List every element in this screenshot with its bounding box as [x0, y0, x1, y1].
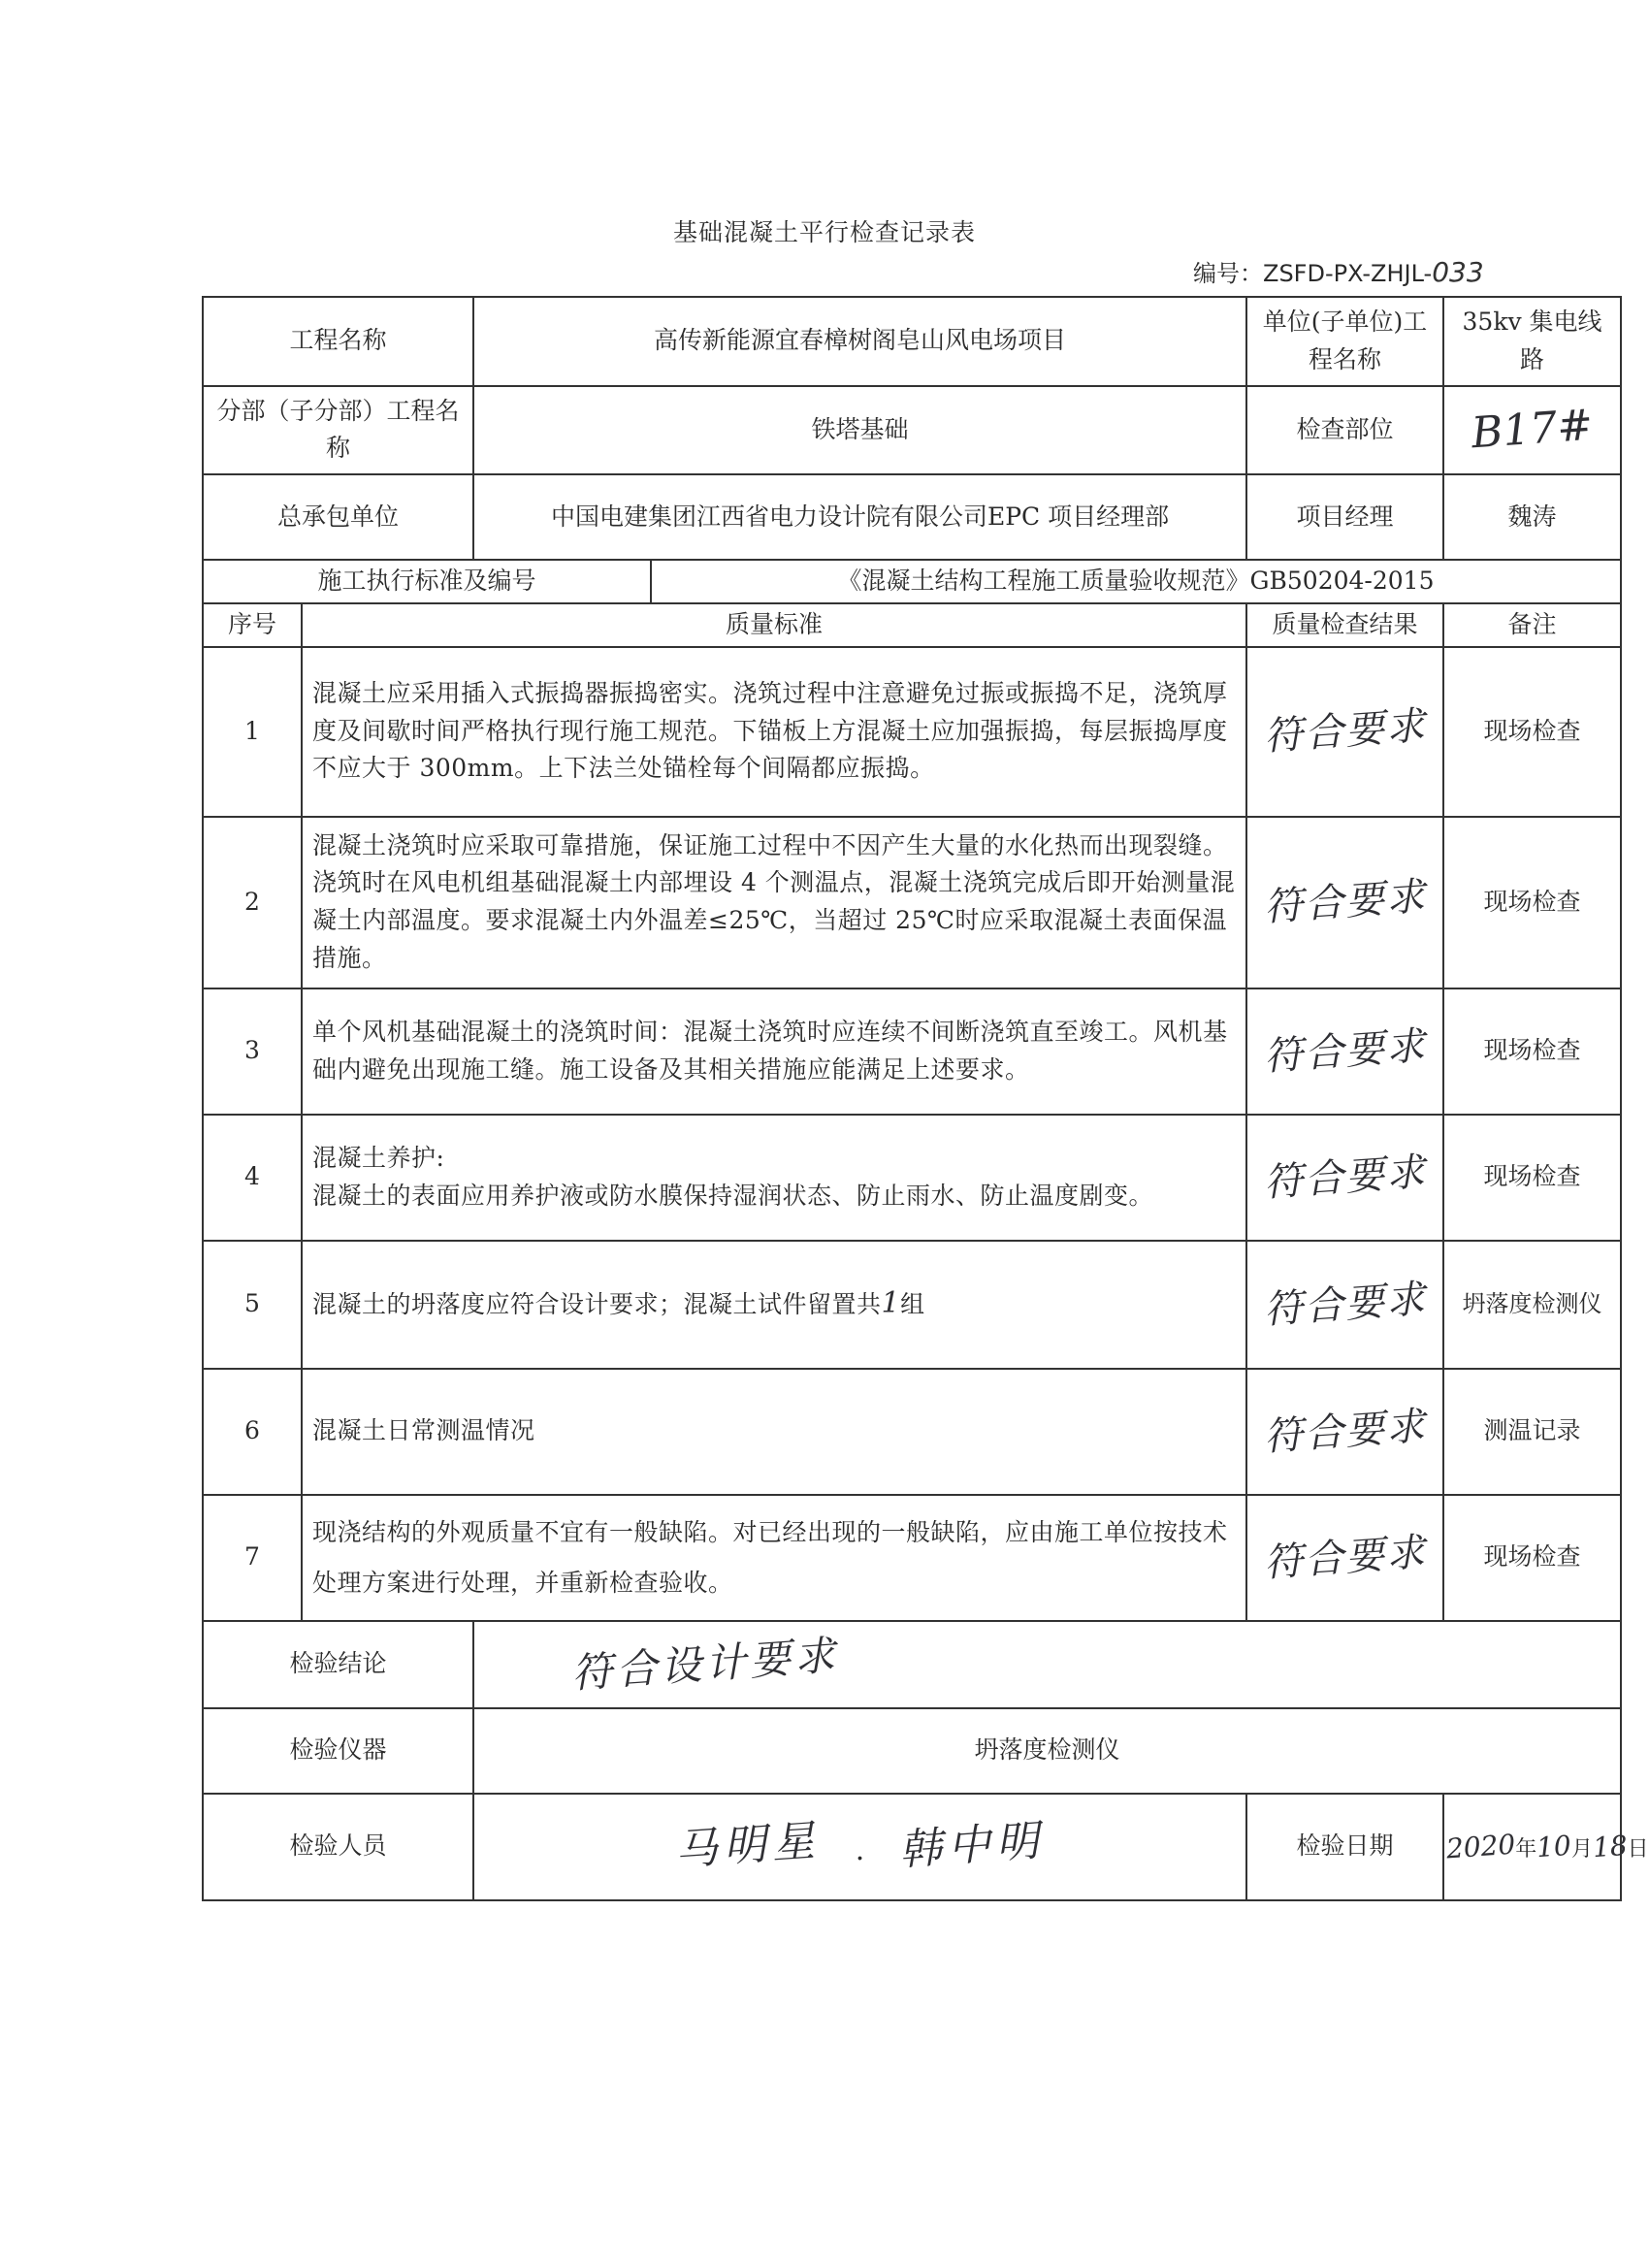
- date-month-unit: 月: [1570, 1836, 1593, 1862]
- row-result: [1246, 817, 1443, 988]
- row-remark: 坍落度检测仪: [1443, 1241, 1621, 1369]
- date-year-unit: 年: [1515, 1836, 1537, 1862]
- row-result-handwritten: 符合要求: [1262, 703, 1428, 760]
- inspection-date: [1443, 1794, 1649, 1900]
- inspection-location-value: [1443, 386, 1621, 475]
- project-name-row: [203, 297, 1621, 386]
- row-standard-text: 现浇结构的外观质量不宜有一般缺陷。对已经出现的一般缺陷，应由施工单位按技术处理方案进行处理，并重新检查验收。: [302, 1495, 1246, 1621]
- row-remark: 现场检查: [1443, 647, 1621, 817]
- column-header-result: 质量检查结果: [1246, 603, 1443, 647]
- row-standard-line: 混凝土的表面应用养护液或防水膜保持湿润状态、防止雨水、防止温度剧变。: [312, 1181, 1154, 1210]
- table-row: [203, 1369, 1621, 1495]
- column-header-remark: 备注: [1443, 603, 1621, 647]
- date-month-handwritten: 10: [1536, 1829, 1573, 1864]
- manager-value: 魏涛: [1443, 474, 1621, 560]
- row-remark: 现场检查: [1443, 1495, 1621, 1621]
- date-day-unit: 日: [1627, 1836, 1649, 1862]
- standard-label: 施工执行标准及编号: [203, 560, 651, 603]
- document-number-prefix: ZSFD-PX-ZHJL-: [1263, 260, 1433, 287]
- row-result-handwritten: 符合要求: [1262, 1276, 1428, 1333]
- column-header-row: [203, 603, 1621, 647]
- row-number: 6: [203, 1369, 302, 1495]
- conclusion-value: [473, 1621, 1621, 1708]
- inspection-record-table: [202, 296, 1649, 1901]
- inspector-signatures: [473, 1794, 1246, 1900]
- specimen-count-handwritten: 1: [881, 1286, 901, 1321]
- subdivision-row: [203, 386, 1621, 475]
- row-result-handwritten: 符合要求: [1262, 874, 1428, 930]
- project-name-value: 高传新能源宜春樟树阁皂山风电场项目: [473, 297, 1246, 386]
- row-remark: 现场检查: [1443, 988, 1621, 1115]
- row-number: 2: [203, 817, 302, 988]
- instrument-value: 坍落度检测仪: [473, 1708, 1621, 1794]
- standard-row: [203, 560, 1621, 603]
- row-remark: 现场检查: [1443, 1115, 1621, 1241]
- subdivision-label: 分部（子分部）工程名称: [203, 386, 473, 475]
- row-number: 7: [203, 1495, 302, 1621]
- column-header-no: 序号: [203, 603, 302, 647]
- conclusion-label: 检验结论: [203, 1621, 473, 1708]
- instrument-row: [203, 1708, 1621, 1794]
- conclusion-handwritten: 符合设计要求: [569, 1631, 841, 1698]
- row-remark: 测温记录: [1443, 1369, 1621, 1495]
- subdivision-value: 铁塔基础: [473, 386, 1246, 475]
- date-year-handwritten: 2020: [1444, 1828, 1517, 1865]
- table-row: [203, 1495, 1621, 1621]
- document-number-label: 编号：: [1193, 260, 1263, 287]
- row-result-handwritten: 符合要求: [1262, 1022, 1428, 1080]
- row-result-handwritten: 符合要求: [1262, 1403, 1428, 1460]
- row-number: 5: [203, 1241, 302, 1369]
- inspection-location-handwritten: B17#: [1470, 400, 1595, 459]
- row-standard-text: [302, 1115, 1246, 1241]
- row-result: [1246, 1115, 1443, 1241]
- standard-value: 《混凝土结构工程施工质量验收规范》GB50204-2015: [651, 560, 1621, 603]
- document-number: [1193, 254, 1484, 288]
- inspector-signature-1: 马明星: [673, 1816, 823, 1876]
- contractor-row: [203, 474, 1621, 560]
- row-standard-text: 混凝土日常测温情况: [302, 1369, 1246, 1495]
- table-row: [203, 1115, 1621, 1241]
- instrument-label: 检验仪器: [203, 1708, 473, 1794]
- table-row: [203, 988, 1621, 1115]
- signature-separator: .: [855, 1833, 865, 1868]
- row-result-handwritten: 符合要求: [1262, 1529, 1428, 1586]
- table-row: [203, 647, 1621, 817]
- inspector-row: [203, 1794, 1621, 1900]
- row-result: [1246, 1241, 1443, 1369]
- row-standard-text: [302, 1241, 1246, 1369]
- row-result: [1246, 988, 1443, 1115]
- inspection-location-label: 检查部位: [1246, 386, 1443, 475]
- table-row: [203, 1241, 1621, 1369]
- inspector-label: 检验人员: [203, 1794, 473, 1900]
- form-title: 基础混凝土平行检查记录表: [672, 218, 976, 246]
- row-number: 1: [203, 647, 302, 817]
- contractor-value: 中国电建集团江西省电力设计院有限公司EPC 项目经理部: [473, 474, 1246, 560]
- row-result-handwritten: 符合要求: [1262, 1149, 1428, 1206]
- row-result: [1246, 1369, 1443, 1495]
- date-day-handwritten: 18: [1591, 1829, 1629, 1864]
- table-row: [203, 817, 1621, 988]
- row-standard-text: 混凝土应采用插入式振捣器振捣密实。浇筑过程中注意避免过振或振捣不足，浇筑厚度及间歇时间严格执行现行施工规范。下锚板上方混凝土应加强振捣，每层振捣厚度不应大于 300mm。上下法兰处锚栓每个间隔都应振捣。: [302, 647, 1246, 817]
- manager-label: 项目经理: [1246, 474, 1443, 560]
- document-number-suffix: 033: [1432, 256, 1484, 288]
- contractor-label: 总承包单位: [203, 474, 473, 560]
- row-standard-text-before: 混凝土的坍落度应符合设计要求；混凝土试件留置共: [312, 1290, 882, 1319]
- column-header-standard: 质量标准: [302, 603, 1246, 647]
- inspector-signature-2: 韩中明: [897, 1816, 1047, 1876]
- row-result: [1246, 1495, 1443, 1621]
- project-name-label: 工程名称: [203, 297, 473, 386]
- row-number: 4: [203, 1115, 302, 1241]
- row-remark: 现场检查: [1443, 817, 1621, 988]
- row-number: 3: [203, 988, 302, 1115]
- unit-project-label: 单位(子单位)工程名称: [1246, 297, 1443, 386]
- row-standard-text: 单个风机基础混凝土的浇筑时间：混凝土浇筑时应连续不间断浇筑直至竣工。风机基础内避免出现施工缝。施工设备及其相关措施应能满足上述要求。: [302, 988, 1246, 1115]
- row-standard-text-after: 组: [900, 1290, 925, 1319]
- date-label: 检验日期: [1246, 1794, 1443, 1900]
- conclusion-row: [203, 1621, 1621, 1708]
- row-standard-line: 混凝土养护:: [312, 1143, 445, 1172]
- unit-project-value: 35kv 集电线路: [1443, 297, 1621, 386]
- row-standard-text: 混凝土浇筑时应采取可靠措施，保证施工过程中不因产生大量的水化热而出现裂缝。浇筑时在风电机组基础混凝土内部埋设 4 个测温点，混凝土浇筑完成后即开始测量混凝土内部温度。要求混凝土内外温差≤25℃，当超过 25℃时应采取混凝土表面保温措施。: [302, 817, 1246, 988]
- row-result: [1246, 647, 1443, 817]
